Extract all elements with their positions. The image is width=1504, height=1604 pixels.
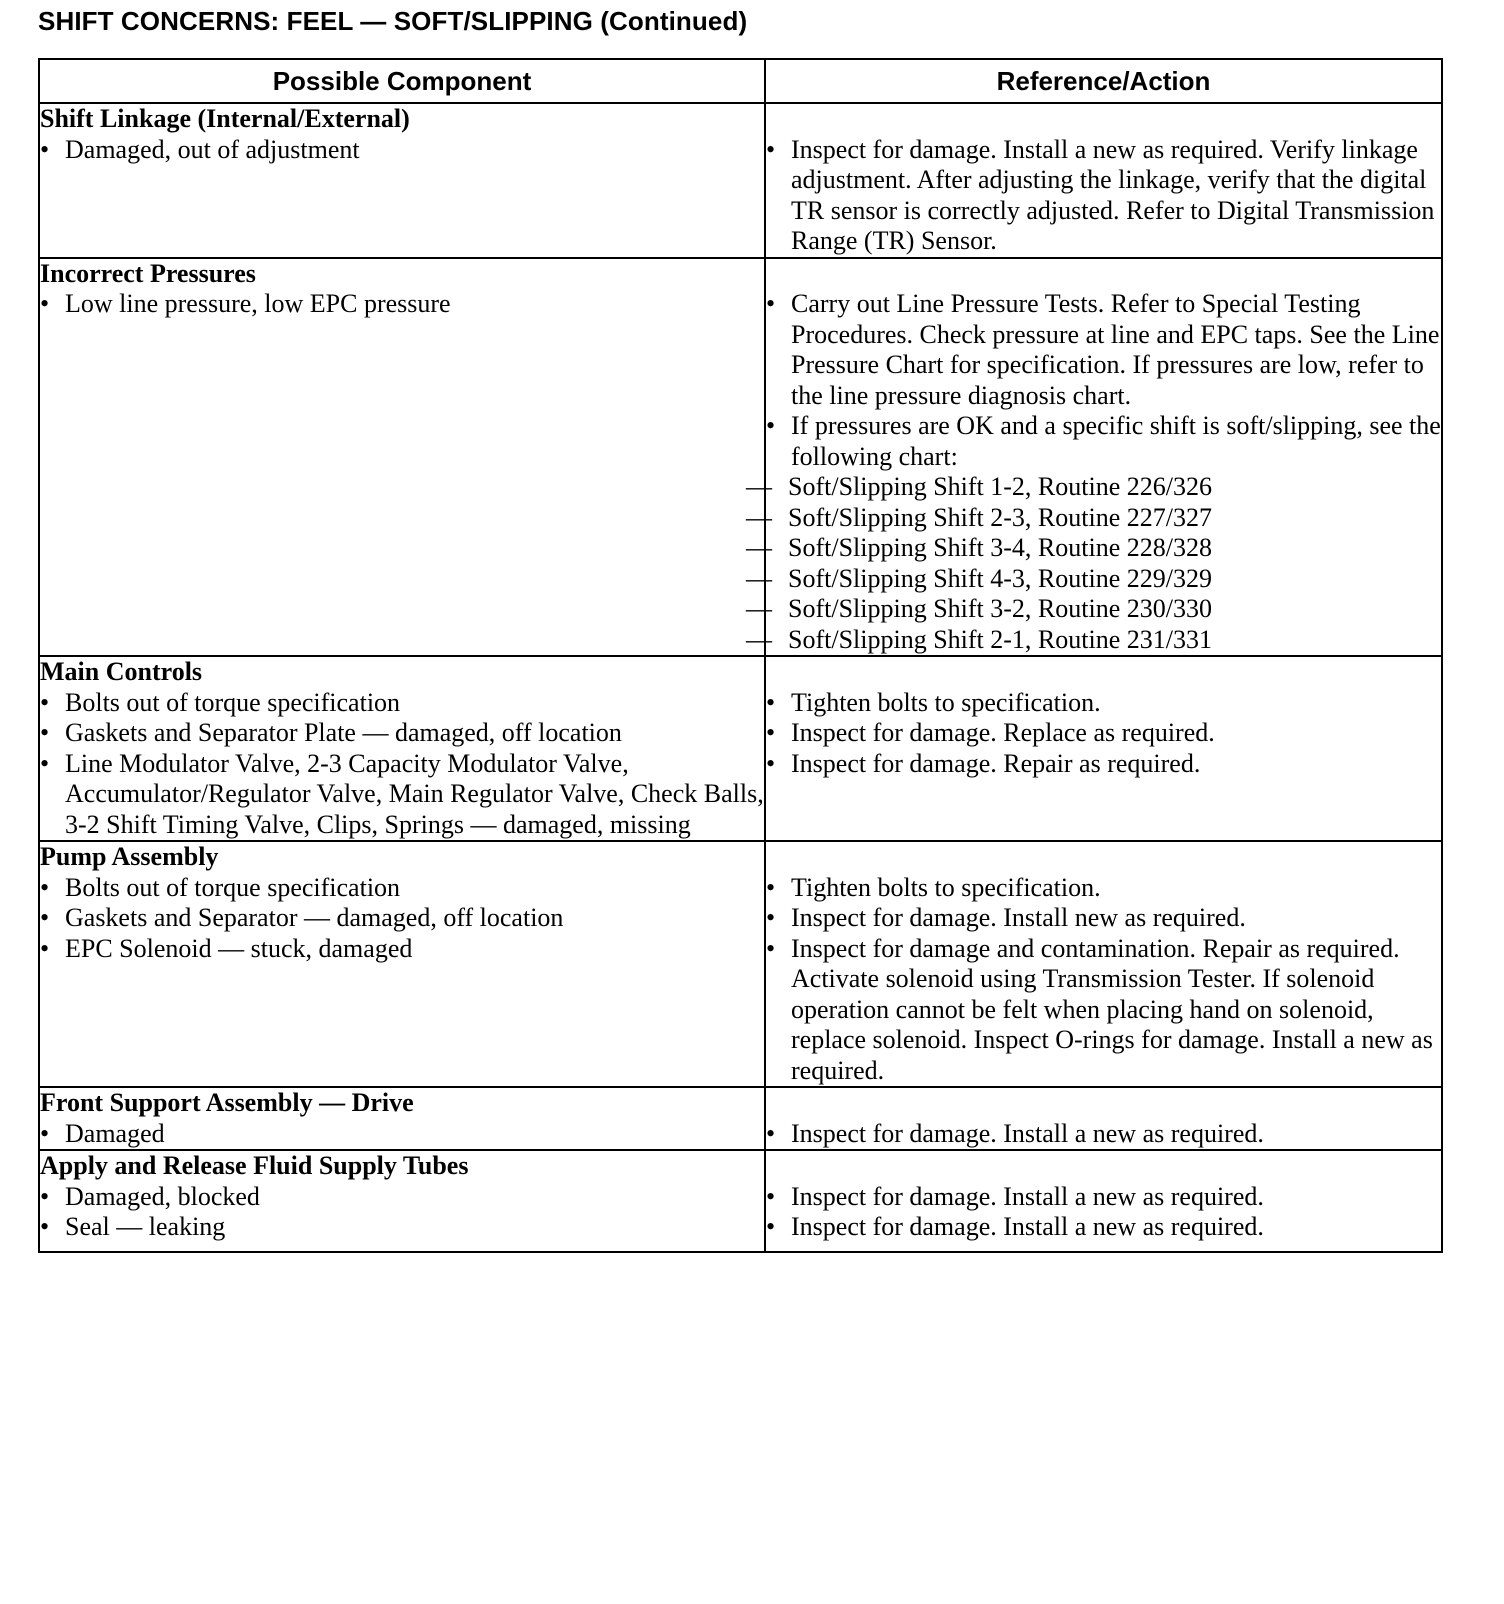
- action-item-text: Inspect for damage. Repair as required.: [791, 748, 1201, 778]
- component-item-text: Gaskets and Separator — damaged, off location: [65, 903, 564, 932]
- component-item: [40, 135, 764, 166]
- action-spacer-cell: [765, 258, 1442, 290]
- routine-item-text: Soft/Slipping Shift 1-2, Routine 226/326: [788, 472, 1212, 501]
- bullet-icon: •: [40, 1181, 50, 1211]
- action-cell: [765, 903, 1442, 934]
- group-title-row: [39, 258, 1442, 290]
- action-cell: [746, 411, 1442, 656]
- column-header-component: Possible Component: [39, 59, 765, 103]
- group-title-row: [39, 1087, 1442, 1119]
- routine-item-text: Soft/Slipping Shift 3-2, Routine 230/330: [788, 594, 1212, 623]
- action-item: [766, 1212, 1441, 1243]
- action-item-text: Tighten bolts to specification.: [791, 687, 1101, 717]
- component-item: [40, 903, 764, 934]
- routine-item: [746, 472, 1441, 503]
- bullet-icon: •: [766, 1118, 776, 1148]
- component-cell: [39, 1119, 765, 1151]
- component-cell: [39, 873, 765, 904]
- action-cell: [765, 289, 1442, 411]
- component-cell: [39, 934, 765, 1088]
- table-header-row: [39, 59, 1442, 103]
- table-body: [39, 103, 1442, 1252]
- bullet-icon: •: [40, 748, 50, 778]
- component-group-title: Pump Assembly: [39, 841, 765, 873]
- component-item-text: EPC Solenoid — stuck, damaged: [65, 933, 413, 963]
- shift-concerns-table: [38, 58, 1443, 1253]
- bullet-icon: •: [766, 872, 776, 902]
- action-item: [766, 411, 1441, 472]
- action-item: [766, 135, 1441, 257]
- table-row: [39, 873, 1442, 904]
- component-item-text: Bolts out of torque specification: [65, 687, 401, 717]
- component-item: [40, 1182, 764, 1213]
- bullet-icon: •: [40, 289, 50, 318]
- action-cell: [765, 873, 1442, 904]
- table-row: [39, 1212, 1442, 1252]
- routine-item-text: Soft/Slipping Shift 2-1, Routine 231/331: [788, 624, 1212, 654]
- action-item: [766, 934, 1441, 1087]
- routine-item: [746, 503, 1441, 534]
- bullet-icon: •: [40, 933, 50, 963]
- bullet-icon: •: [766, 411, 776, 440]
- routine-item-text: Soft/Slipping Shift 2-3, Routine 227/327: [788, 502, 1212, 532]
- group-title-row: [39, 1150, 1442, 1182]
- component-cell: [39, 1182, 765, 1213]
- action-spacer-cell: [765, 103, 1442, 135]
- component-item: [40, 749, 764, 841]
- action-cell: [765, 135, 1442, 258]
- bullet-icon: •: [40, 1212, 50, 1241]
- component-item: [40, 688, 764, 719]
- action-item: [766, 688, 1441, 719]
- group-title-row: [39, 656, 1442, 688]
- component-group-title: Shift Linkage (Internal/External): [39, 103, 765, 135]
- table-row: [39, 934, 1442, 1088]
- action-item: [766, 873, 1441, 904]
- routine-list: [746, 472, 1441, 655]
- bullet-icon: •: [40, 718, 50, 747]
- action-item-text: Inspect for damage. Install a new as required. Verify linkage adjustment. After adjusting the linkage, verify that the digital TR sensor is correctly adjusted. Refer to Digital Transmission Range (TR) Sensor.: [791, 134, 1435, 255]
- component-item-text: Damaged, blocked: [65, 1181, 260, 1211]
- component-group-title: Main Controls: [39, 656, 765, 688]
- table-row: [39, 1119, 1442, 1151]
- action-cell: [765, 688, 1442, 719]
- action-item: [766, 1182, 1441, 1213]
- page-title: SHIFT CONCERNS: FEEL — SOFT/SLIPPING (Continued): [38, 6, 748, 36]
- bullet-icon: •: [766, 1212, 776, 1241]
- component-cell: [39, 903, 765, 934]
- table-row: [39, 903, 1442, 934]
- action-item-text: Inspect for damage. Install new as required.: [791, 903, 1246, 932]
- action-item: [766, 1119, 1441, 1150]
- component-item-text: Gaskets and Separator Plate — damaged, off location: [65, 718, 622, 747]
- action-item: [766, 749, 1441, 780]
- component-cell: [39, 289, 765, 411]
- action-item: [766, 289, 1441, 411]
- action-cell: [765, 749, 1442, 842]
- bullet-icon: •: [766, 748, 776, 778]
- component-item-text: Bolts out of torque specification: [65, 872, 401, 902]
- table-row: [39, 411, 1442, 656]
- table-row: [39, 688, 1442, 719]
- component-group-title: Apply and Release Fluid Supply Tubes: [39, 1150, 765, 1182]
- table-row: [39, 289, 1442, 411]
- component-item: [40, 289, 764, 320]
- dash-icon: —: [746, 502, 772, 532]
- bullet-icon: •: [766, 134, 776, 164]
- component-cell: [39, 749, 765, 842]
- action-spacer-cell: [765, 1150, 1442, 1182]
- component-group-title: Front Support Assembly — Drive: [39, 1087, 765, 1119]
- component-cell: [39, 688, 765, 719]
- dash-icon: —: [746, 594, 772, 623]
- column-header-action: Reference/Action: [765, 59, 1442, 103]
- action-cell: [765, 1212, 1442, 1252]
- action-cell: [765, 718, 1442, 749]
- group-title-row: [39, 103, 1442, 135]
- action-item-text: Inspect for damage. Install a new as required.: [791, 1181, 1264, 1211]
- dash-icon: —: [746, 472, 772, 501]
- action-item-text: If pressures are OK and a specific shift is soft/slipping, see the following chart:: [791, 411, 1441, 471]
- component-item: [40, 1212, 764, 1243]
- component-cell: [39, 411, 765, 656]
- routine-item: [746, 625, 1441, 656]
- action-item: [766, 718, 1441, 749]
- bullet-icon: •: [766, 1181, 776, 1211]
- component-item-text: Low line pressure, low EPC pressure: [65, 289, 451, 318]
- bullet-icon: •: [766, 933, 776, 963]
- action-item-text: Carry out Line Pressure Tests. Refer to Special Testing Procedures. Check pressure at line and EPC taps. See the Line Pressure Chart for specification. If pressures are low, refer to the line pressure diagnosis chart.: [791, 289, 1440, 410]
- bullet-icon: •: [40, 872, 50, 902]
- component-item: [40, 718, 764, 749]
- component-item-text: Damaged, out of adjustment: [65, 134, 360, 164]
- action-item: [766, 903, 1441, 934]
- component-group-title: Incorrect Pressures: [39, 258, 765, 290]
- bullet-icon: •: [766, 289, 776, 318]
- dash-icon: —: [746, 533, 772, 562]
- bullet-icon: •: [40, 903, 50, 932]
- routine-item-text: Soft/Slipping Shift 4-3, Routine 229/329: [788, 563, 1212, 593]
- component-item-text: Line Modulator Valve, 2-3 Capacity Modulator Valve, Accumulator/Regulator Valve, Main Regulator Valve, Check Balls, 3-2 Shift Timing Valve, Clips, Springs — damaged, missing: [65, 748, 764, 839]
- action-spacer-cell: [765, 656, 1442, 688]
- component-item-text: Seal — leaking: [65, 1212, 226, 1241]
- routine-item: [746, 533, 1441, 564]
- routine-item: [746, 564, 1441, 595]
- bullet-icon: •: [40, 134, 50, 164]
- dash-icon: —: [746, 624, 772, 654]
- dash-icon: —: [746, 563, 772, 593]
- bullet-icon: •: [766, 687, 776, 717]
- table-row: [39, 135, 1442, 258]
- action-item-text: Inspect for damage and contamination. Repair as required. Activate solenoid using Transmission Tester. If solenoid operation cannot be felt when placing hand on solenoid, replace solenoid. Inspect O-rings for damage. Install a new as required.: [791, 933, 1433, 1085]
- action-item-text: Tighten bolts to specification.: [791, 872, 1101, 902]
- table-row: [39, 749, 1442, 842]
- action-item-text: Inspect for damage. Replace as required.: [791, 718, 1215, 747]
- action-cell: [765, 934, 1442, 1088]
- bullet-icon: •: [40, 1118, 50, 1148]
- component-item-text: Damaged: [65, 1118, 165, 1148]
- bullet-icon: •: [766, 903, 776, 932]
- bullet-icon: •: [40, 687, 50, 717]
- component-item: [40, 873, 764, 904]
- action-cell: [765, 1119, 1442, 1151]
- component-cell: [39, 718, 765, 749]
- component-cell: [39, 135, 765, 258]
- table-row: [39, 718, 1442, 749]
- group-title-row: [39, 841, 1442, 873]
- table-row: [39, 1182, 1442, 1213]
- routine-item: [746, 594, 1441, 625]
- component-item: [40, 934, 764, 965]
- action-cell: [765, 1182, 1442, 1213]
- bullet-icon: •: [766, 718, 776, 747]
- action-item-text: Inspect for damage. Install a new as required.: [791, 1212, 1264, 1241]
- action-item-text: Inspect for damage. Install a new as required.: [791, 1118, 1264, 1148]
- routine-item-text: Soft/Slipping Shift 3-4, Routine 228/328: [788, 533, 1212, 562]
- action-spacer-cell: [765, 1087, 1442, 1119]
- action-spacer-cell: [765, 841, 1442, 873]
- component-item: [40, 1119, 764, 1150]
- component-cell: [39, 1212, 765, 1252]
